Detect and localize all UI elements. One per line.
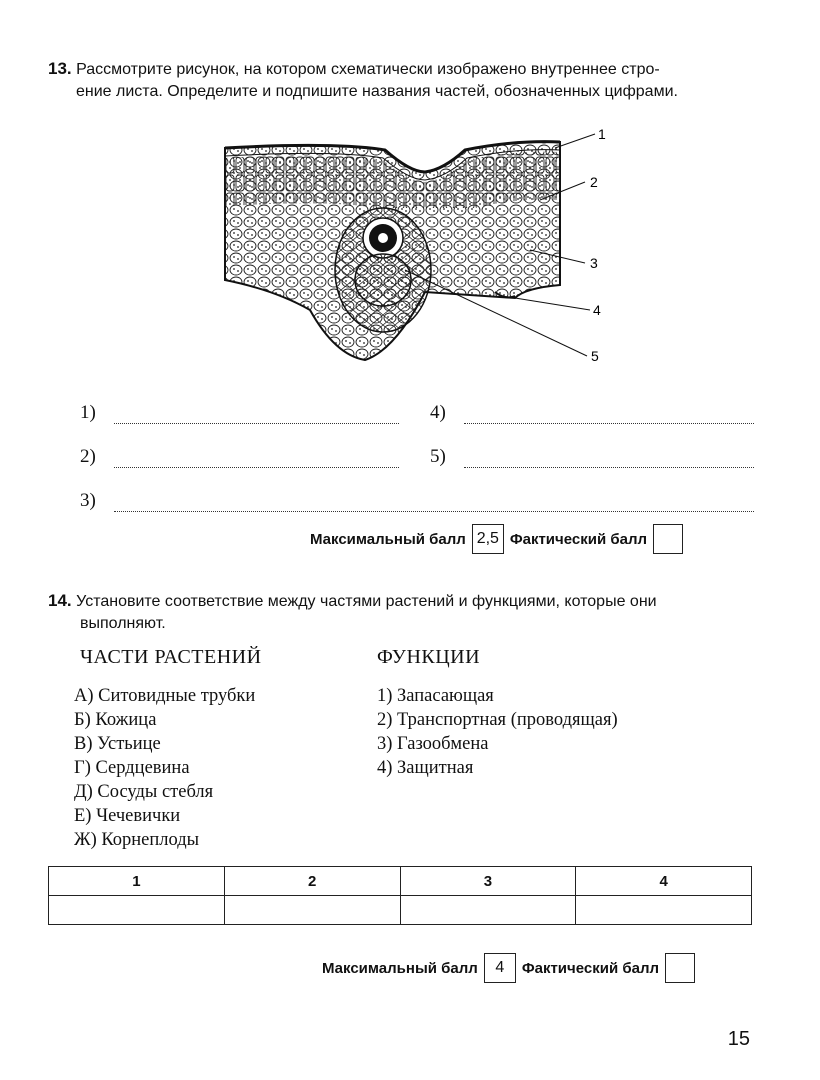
actual-score-label: Фактический балл: [521, 959, 660, 977]
answer-blank[interactable]: [114, 405, 399, 424]
answer-line-4[interactable]: [430, 402, 754, 424]
table-header-row: [49, 867, 752, 896]
table-answer-cell[interactable]: [49, 896, 225, 925]
list-item: А) Ситовидные трубки: [74, 686, 256, 706]
actual-score-box[interactable]: [665, 953, 695, 983]
leaf-cross-section-diagram: [215, 120, 615, 370]
task-14-text-line2: выполняют.: [80, 615, 166, 632]
parts-heading: ЧАСТИ РАСТЕНИЙ: [80, 646, 262, 668]
answer-table: [48, 866, 752, 925]
answer-number: 4): [430, 402, 446, 423]
task-13-score: [310, 524, 683, 554]
answer-line-3[interactable]: [80, 490, 754, 512]
list-item: Б) Кожица: [74, 710, 157, 730]
answer-number: 5): [430, 446, 446, 467]
answer-line-5[interactable]: [430, 446, 754, 468]
table-answer-cell[interactable]: [400, 896, 576, 925]
page-number: 15: [727, 1028, 750, 1050]
task-13-text: [48, 58, 758, 103]
table-answer-row: [49, 896, 752, 925]
answer-blank[interactable]: [464, 405, 754, 424]
actual-score-box[interactable]: [653, 524, 683, 554]
diagram-label-5: 5: [591, 348, 599, 364]
task-14-score: [322, 953, 695, 983]
actual-score-label: Фактический балл: [509, 530, 648, 548]
max-score-value: 2,5: [472, 524, 504, 554]
table-answer-cell[interactable]: [224, 896, 400, 925]
task-14: [48, 590, 758, 635]
max-score-label: Максимальный балл: [322, 959, 478, 977]
diagram-label-4: 4: [593, 302, 601, 318]
list-item: 4) Защитная: [377, 758, 474, 778]
task-13: [48, 58, 758, 103]
diagram-label-2: 2: [590, 174, 598, 190]
list-item: 1) Запасающая: [377, 686, 494, 706]
task-14-number: 14.: [48, 591, 72, 610]
answer-blank[interactable]: [114, 449, 399, 468]
answer-line-2[interactable]: [80, 446, 399, 468]
answer-number: 1): [80, 402, 96, 423]
table-header-cell: 1: [49, 867, 225, 896]
task-13-text-line1: Рассмотрите рисунок, на котором схематически изображено внутреннее стро-: [76, 61, 660, 78]
answer-line-1[interactable]: [80, 402, 399, 424]
task-14-text: [48, 590, 758, 635]
task-13-text-line2: ение листа. Определите и подпишите названия частей, обозначенных цифрами.: [76, 83, 678, 100]
max-score-label: Максимальный балл: [310, 530, 466, 548]
list-item: Г) Сердцевина: [74, 758, 190, 778]
functions-list: [377, 684, 618, 780]
functions-heading: ФУНКЦИИ: [377, 646, 481, 668]
answer-blank[interactable]: [114, 493, 754, 512]
list-item: Д) Сосуды стебля: [74, 782, 214, 802]
list-item: 2) Транспортная (проводящая): [377, 710, 618, 730]
list-item: Ж) Корнеплоды: [74, 830, 200, 850]
answer-number: 2): [80, 446, 96, 467]
table-header-cell: 4: [576, 867, 752, 896]
table-answer-cell[interactable]: [576, 896, 752, 925]
diagram-label-3: 3: [590, 255, 598, 271]
answer-number: 3): [80, 490, 96, 511]
table-header-cell: 3: [400, 867, 576, 896]
max-score-value: 4: [484, 953, 516, 983]
parts-list: [74, 684, 255, 852]
task-14-text-line1: Установите соответствие между частями растений и функциями, которые они: [76, 593, 657, 610]
table-header-cell: 2: [224, 867, 400, 896]
list-item: Е) Чечевички: [74, 806, 181, 826]
list-item: В) Устьице: [74, 734, 161, 754]
diagram-label-1: 1: [598, 126, 606, 142]
answer-blank[interactable]: [464, 449, 754, 468]
task-13-number: 13.: [48, 59, 72, 78]
list-item: 3) Газообмена: [377, 734, 489, 754]
